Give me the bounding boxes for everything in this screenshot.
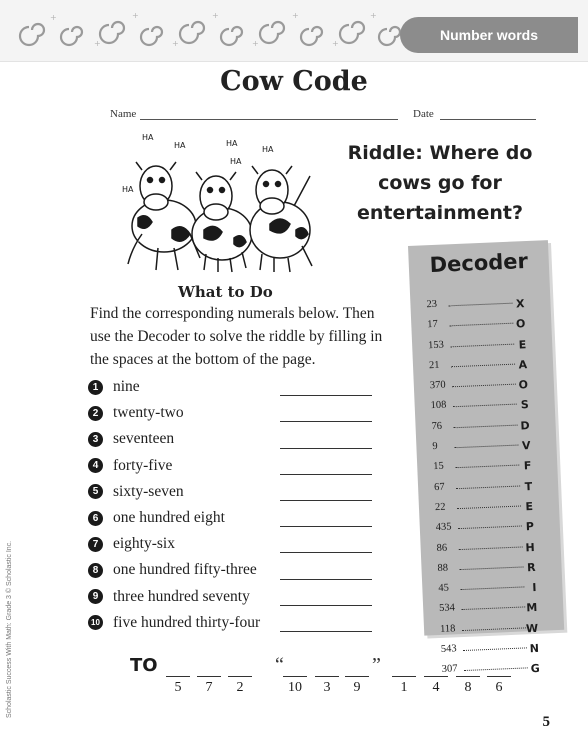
- item-number-badge: 9: [88, 589, 103, 604]
- number-word-list: [88, 374, 388, 636]
- laughing-cows-illustration: [112, 130, 322, 280]
- svg-text:+: +: [94, 39, 101, 48]
- answer-code-number: 1: [400, 680, 408, 695]
- list-item: [88, 610, 388, 636]
- decoder-number: 76: [431, 420, 443, 432]
- decoder-letter: T: [524, 479, 533, 493]
- item-word: five hundred thirty-four: [113, 613, 261, 631]
- answer-letter-blank[interactable]: [166, 676, 190, 677]
- decoder-letter: F: [523, 459, 532, 473]
- decoder-number: 17: [427, 319, 439, 331]
- decoder-number: 22: [434, 501, 446, 514]
- answer-letter-blank[interactable]: [345, 676, 369, 677]
- answer-letter-blank[interactable]: [283, 676, 307, 677]
- decoder-letter: A: [518, 358, 528, 372]
- dot-leader: [453, 404, 517, 408]
- decoder-letter: P: [525, 520, 535, 534]
- item-number-badge: 3: [88, 432, 103, 447]
- dot-leader: [449, 323, 513, 327]
- answer-blank[interactable]: [280, 605, 372, 606]
- list-item: [88, 505, 388, 531]
- item-number-badge: 2: [88, 406, 103, 421]
- svg-text:+: +: [252, 39, 259, 48]
- list-item: [88, 426, 388, 452]
- decoder-number: 435: [435, 521, 452, 534]
- decoder-letter: G: [530, 662, 541, 676]
- dot-leader: [451, 364, 515, 368]
- dot-leader: [452, 384, 516, 388]
- list-item: [88, 531, 388, 557]
- decoder-letter: E: [525, 499, 534, 514]
- list-item: [88, 453, 388, 479]
- dot-leader: [459, 546, 523, 550]
- decoder-title: Decoder: [429, 249, 529, 278]
- decoder-letter: W: [525, 621, 539, 636]
- decoder-number: 21: [428, 359, 440, 372]
- answer-letter-blank[interactable]: [487, 676, 511, 677]
- decoder-number: 370: [429, 379, 446, 392]
- answer-blank[interactable]: [280, 526, 372, 527]
- answer-blank[interactable]: [280, 395, 372, 396]
- decorative-header-band: [0, 0, 588, 62]
- dot-leader: [454, 424, 518, 428]
- decoder-letter: I: [532, 581, 537, 595]
- dot-leader: [460, 587, 524, 591]
- dot-leader: [460, 566, 524, 570]
- svg-text:+: +: [292, 11, 299, 20]
- answer-code-number: 8: [464, 680, 472, 695]
- ha-text: HA: [174, 141, 186, 150]
- answer-code-number: 3: [323, 680, 331, 695]
- answer-blank[interactable]: [280, 421, 372, 422]
- decoder-letter: R: [526, 560, 536, 575]
- ha-text: HA: [142, 133, 154, 142]
- answer-code-number: 6: [495, 680, 503, 695]
- decoder-letter: E: [518, 337, 527, 352]
- answer-blank[interactable]: [280, 448, 372, 449]
- decoder-list: [426, 294, 550, 684]
- date-field[interactable]: [440, 119, 536, 120]
- item-number-badge: 1: [88, 380, 103, 395]
- item-word: seventeen: [113, 430, 175, 448]
- open-quote: “: [275, 654, 284, 676]
- page-title: Cow Code: [220, 66, 368, 97]
- answer-blank[interactable]: [280, 631, 372, 632]
- item-word: eighty-six: [113, 535, 175, 553]
- decoder-number: 67: [433, 481, 445, 493]
- decoder-number: 153: [427, 339, 445, 351]
- dot-leader: [449, 303, 513, 307]
- decoder-letter: D: [520, 418, 530, 433]
- svg-text:+: +: [370, 11, 377, 20]
- swirl-pattern-icon: [10, 10, 410, 50]
- item-word: three hundred seventy: [113, 587, 250, 605]
- answer-code-number: 2: [236, 680, 244, 695]
- decoder-letter: O: [515, 317, 526, 331]
- decoder-letter: H: [525, 540, 535, 554]
- answer-letter-blank[interactable]: [392, 676, 416, 677]
- item-number-badge: 6: [88, 511, 103, 526]
- page-number: 5: [542, 714, 550, 730]
- svg-text:+: +: [132, 11, 139, 20]
- answer-code-number: 7: [205, 680, 213, 695]
- dot-leader: [457, 505, 521, 509]
- item-number-badge: 5: [88, 484, 103, 499]
- decoder-number: 534: [438, 602, 456, 615]
- svg-text:+: +: [50, 13, 57, 22]
- decoder-letter: N: [529, 641, 540, 656]
- answer-prefix: TO: [130, 655, 158, 676]
- item-number-badge: 4: [88, 458, 103, 473]
- decoder-letter: V: [521, 439, 531, 453]
- answer-letter-blank[interactable]: [315, 676, 339, 677]
- item-number-badge: 7: [88, 537, 103, 552]
- item-number-badge: 10: [88, 615, 103, 630]
- answer-code-number: 5: [174, 680, 182, 695]
- list-item: [88, 557, 388, 583]
- item-word: one hundred eight: [113, 509, 225, 527]
- topic-tab: Number words: [400, 17, 578, 53]
- list-item: [88, 584, 388, 610]
- ha-text: HA: [226, 139, 238, 148]
- item-word: twenty-two: [113, 404, 184, 422]
- answer-letter-blank[interactable]: [197, 676, 221, 677]
- item-word: one hundred fifty-three: [113, 561, 257, 579]
- decoder-card: [408, 240, 564, 676]
- svg-text:+: +: [332, 39, 339, 48]
- riddle-answer-row: [0, 650, 588, 700]
- decoder-number: 543: [440, 643, 457, 656]
- name-label: Name: [110, 108, 137, 120]
- dot-leader: [462, 627, 526, 631]
- answer-code-number: 10: [288, 680, 302, 695]
- answer-code-number: 4: [432, 680, 440, 695]
- answer-blank[interactable]: [280, 552, 372, 553]
- riddle-heading: Riddle: Where do cows go for entertainment?: [347, 142, 533, 224]
- answer-blank[interactable]: [280, 474, 372, 475]
- decoder-number: 86: [436, 542, 448, 554]
- decoder-number: 88: [437, 562, 449, 574]
- answer-letter-blank[interactable]: [228, 676, 252, 677]
- ha-text: HA: [230, 157, 242, 166]
- dot-leader: [450, 343, 514, 347]
- item-word: nine: [113, 378, 140, 396]
- decoder-number: 307: [441, 663, 458, 676]
- answer-blank[interactable]: [280, 579, 372, 580]
- answer-letter-blank[interactable]: [456, 676, 480, 677]
- decoder-letter: S: [520, 398, 530, 412]
- decoder-number: 9: [432, 441, 438, 453]
- answer-code-number: 9: [353, 680, 361, 695]
- dot-leader: [461, 607, 525, 611]
- answer-blank[interactable]: [280, 500, 372, 501]
- decoder-letter: M: [526, 601, 538, 615]
- dot-leader: [454, 445, 518, 449]
- instructions-text: Find the corresponding numerals below. Then use the Decoder to solve the riddle by filling in the spaces at the bottom of the page.: [90, 305, 383, 368]
- dot-leader: [456, 485, 520, 489]
- ha-text: HA: [262, 145, 274, 154]
- list-item: [88, 374, 388, 400]
- close-quote: ”: [372, 654, 381, 676]
- copyright-side-text: Scholastic Success With Math: Grade 3 © Scholastic Inc.: [6, 540, 13, 718]
- decoder-number: 118: [439, 623, 456, 635]
- ha-text: HA: [122, 185, 134, 194]
- dot-leader: [455, 465, 519, 469]
- list-item: [88, 479, 388, 505]
- item-word: sixty-seven: [113, 482, 184, 500]
- decoder-letter: O: [518, 378, 529, 392]
- name-field[interactable]: [140, 119, 398, 120]
- decoder-number: 108: [430, 400, 447, 412]
- date-label: Date: [413, 108, 434, 120]
- dot-leader: [458, 526, 522, 530]
- list-item: [88, 400, 388, 426]
- svg-text:+: +: [212, 11, 219, 20]
- answer-letter-blank[interactable]: [424, 676, 448, 677]
- item-number-badge: 8: [88, 563, 103, 578]
- item-word: forty-five: [113, 456, 173, 474]
- what-to-do-heading: What to Do: [178, 283, 273, 301]
- decoder-number: 15: [433, 461, 444, 473]
- decoder-letter: X: [515, 297, 525, 311]
- decoder-number: 23: [426, 298, 438, 311]
- svg-text:+: +: [172, 39, 179, 48]
- decoder-number: 45: [438, 582, 450, 595]
